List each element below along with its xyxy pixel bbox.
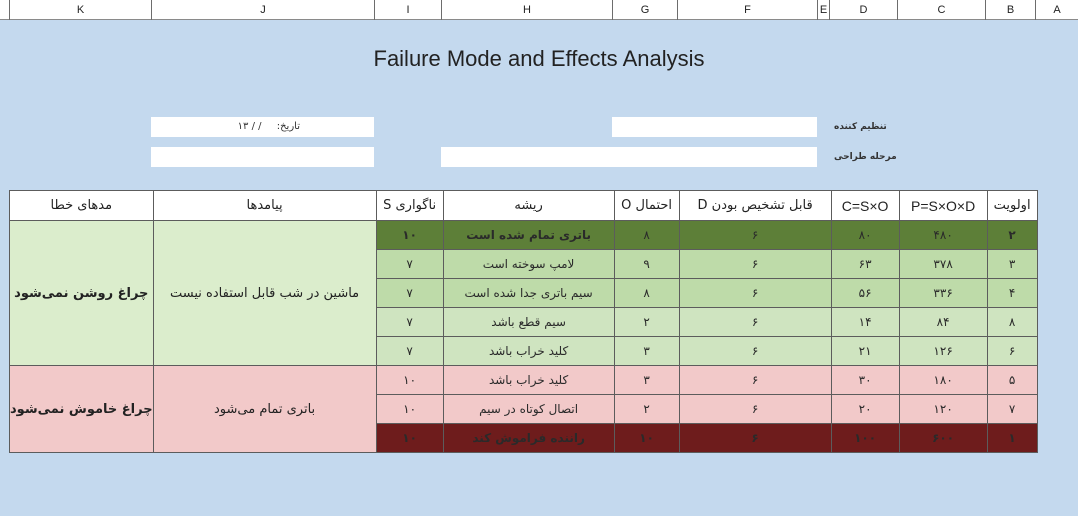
cell-c[interactable]: ۲۰ — [831, 395, 899, 424]
column-header-b[interactable]: B — [985, 0, 1035, 20]
cell-priority[interactable]: ۸ — [987, 308, 1037, 337]
cell-c[interactable]: ۶۳ — [831, 250, 899, 279]
column-header-c[interactable]: C — [897, 0, 985, 20]
cell-root-cause[interactable]: لامپ سوخته است — [443, 250, 614, 279]
column-header-i[interactable]: I — [374, 0, 441, 20]
cell-severity[interactable]: ۱۰ — [376, 221, 443, 250]
cell-detectability[interactable]: ۶ — [679, 366, 831, 395]
cell-root-cause[interactable]: سیم باتری جدا شده است — [443, 279, 614, 308]
header-priority[interactable]: اولویت — [987, 191, 1037, 221]
cell-c[interactable]: ۸۰ — [831, 221, 899, 250]
cell-c[interactable]: ۱۴ — [831, 308, 899, 337]
column-header-e[interactable]: E — [817, 0, 829, 20]
cell-severity[interactable]: ۱۰ — [376, 395, 443, 424]
column-header-j[interactable]: J — [151, 0, 374, 20]
column-header-g[interactable]: G — [612, 0, 677, 20]
cell-root-cause[interactable]: سیم قطع باشد — [443, 308, 614, 337]
cell-severity[interactable]: ۷ — [376, 250, 443, 279]
cell-detectability[interactable]: ۶ — [679, 308, 831, 337]
cell-detectability[interactable]: ۶ — [679, 337, 831, 366]
table-header-row — [10, 191, 1038, 221]
cell-effect-group-1[interactable]: ماشین در شب قابل استفاده نیست — [153, 221, 376, 366]
cell-p[interactable]: ۶۰۰ — [899, 424, 987, 453]
preparer-label: تنظیم کننده — [834, 122, 887, 132]
cell-severity[interactable]: ۷ — [376, 279, 443, 308]
page-title: Failure Mode and Effects Analysis — [373, 46, 705, 71]
cell-priority[interactable]: ۲ — [987, 221, 1037, 250]
cell-failure-mode-group-1[interactable]: چراغ روشن نمی‌شود — [10, 221, 154, 366]
header-p[interactable]: P=S×O×D — [899, 191, 987, 221]
cell-c[interactable]: ۳۰ — [831, 366, 899, 395]
cell-detectability[interactable]: ۶ — [679, 221, 831, 250]
cell-occurrence[interactable]: ۳ — [614, 337, 679, 366]
cell-c[interactable]: ۱۰۰ — [831, 424, 899, 453]
cell-p[interactable]: ۳۳۶ — [899, 279, 987, 308]
cell-occurrence[interactable]: ۲ — [614, 308, 679, 337]
cell-priority[interactable]: ۶ — [987, 337, 1037, 366]
design-phase-input-field[interactable] — [441, 147, 817, 167]
header-failure-modes[interactable]: مدهای خطا — [10, 191, 154, 221]
cell-priority[interactable]: ۳ — [987, 250, 1037, 279]
cell-priority[interactable]: ۴ — [987, 279, 1037, 308]
cell-severity[interactable]: ۱۰ — [376, 424, 443, 453]
cell-priority[interactable]: ۵ — [987, 366, 1037, 395]
cell-occurrence[interactable]: ۸ — [614, 221, 679, 250]
preparer-input-field[interactable] — [612, 117, 817, 137]
column-header-f[interactable]: F — [677, 0, 817, 20]
cell-failure-mode-group-2[interactable]: چراغ خاموش نمی‌شود — [10, 366, 154, 453]
date-field[interactable] — [151, 117, 374, 137]
cell-occurrence[interactable]: ۱۰ — [614, 424, 679, 453]
cell-occurrence[interactable]: ۳ — [614, 366, 679, 395]
cell-root-cause[interactable]: کلید خراب باشد — [443, 366, 614, 395]
header-detectability[interactable]: قابل تشخیص بودن D — [679, 191, 831, 221]
design-phase-label: مرحله طراحی — [834, 152, 897, 162]
cell-root-cause[interactable]: کلید خراب باشد — [443, 337, 614, 366]
cell-severity[interactable]: ۷ — [376, 337, 443, 366]
cell-detectability[interactable]: ۶ — [679, 250, 831, 279]
column-header-bar — [0, 0, 1078, 20]
column-header-h[interactable]: H — [441, 0, 612, 20]
column-header-k[interactable]: K — [9, 0, 151, 20]
cell-p[interactable]: ۸۴ — [899, 308, 987, 337]
cell-priority[interactable]: ۱ — [987, 424, 1037, 453]
cell-severity[interactable]: ۷ — [376, 308, 443, 337]
cell-p[interactable]: ۳۷۸ — [899, 250, 987, 279]
cell-p[interactable]: ۱۲۶ — [899, 337, 987, 366]
cell-p[interactable]: ۴۸۰ — [899, 221, 987, 250]
cell-priority[interactable]: ۷ — [987, 395, 1037, 424]
cell-root-cause[interactable]: اتصال کوتاه در سیم — [443, 395, 614, 424]
table-row — [10, 221, 1038, 250]
header-effects[interactable]: پیامدها — [153, 191, 376, 221]
cell-severity[interactable]: ۱۰ — [376, 366, 443, 395]
date-label: تاریخ: — [276, 121, 300, 132]
cell-c[interactable]: ۵۶ — [831, 279, 899, 308]
cell-root-cause[interactable]: باتری تمام شده است — [443, 221, 614, 250]
header-occurrence[interactable]: احتمال O — [614, 191, 679, 221]
cell-p[interactable]: ۱۲۰ — [899, 395, 987, 424]
table-row — [10, 366, 1038, 395]
cell-occurrence[interactable]: ۸ — [614, 279, 679, 308]
cell-detectability[interactable]: ۶ — [679, 395, 831, 424]
column-header-d[interactable]: D — [829, 0, 897, 20]
column-header-a[interactable]: A — [1035, 0, 1078, 20]
header-c[interactable]: C=S×O — [831, 191, 899, 221]
effects-input-field[interactable] — [151, 147, 374, 167]
cell-c[interactable]: ۲۱ — [831, 337, 899, 366]
cell-occurrence[interactable]: ۹ — [614, 250, 679, 279]
header-severity[interactable]: ناگواری S — [376, 191, 443, 221]
header-root-cause[interactable]: ریشه — [443, 191, 614, 221]
cell-detectability[interactable]: ۶ — [679, 424, 831, 453]
cell-p[interactable]: ۱۸۰ — [899, 366, 987, 395]
cell-detectability[interactable]: ۶ — [679, 279, 831, 308]
cell-occurrence[interactable]: ۲ — [614, 395, 679, 424]
cell-root-cause[interactable]: راننده فراموش کند — [443, 424, 614, 453]
date-value: / / ۱۳ — [237, 121, 262, 132]
cell-effect-group-2[interactable]: باتری تمام می‌شود — [153, 366, 376, 453]
fmea-table — [9, 190, 1038, 453]
